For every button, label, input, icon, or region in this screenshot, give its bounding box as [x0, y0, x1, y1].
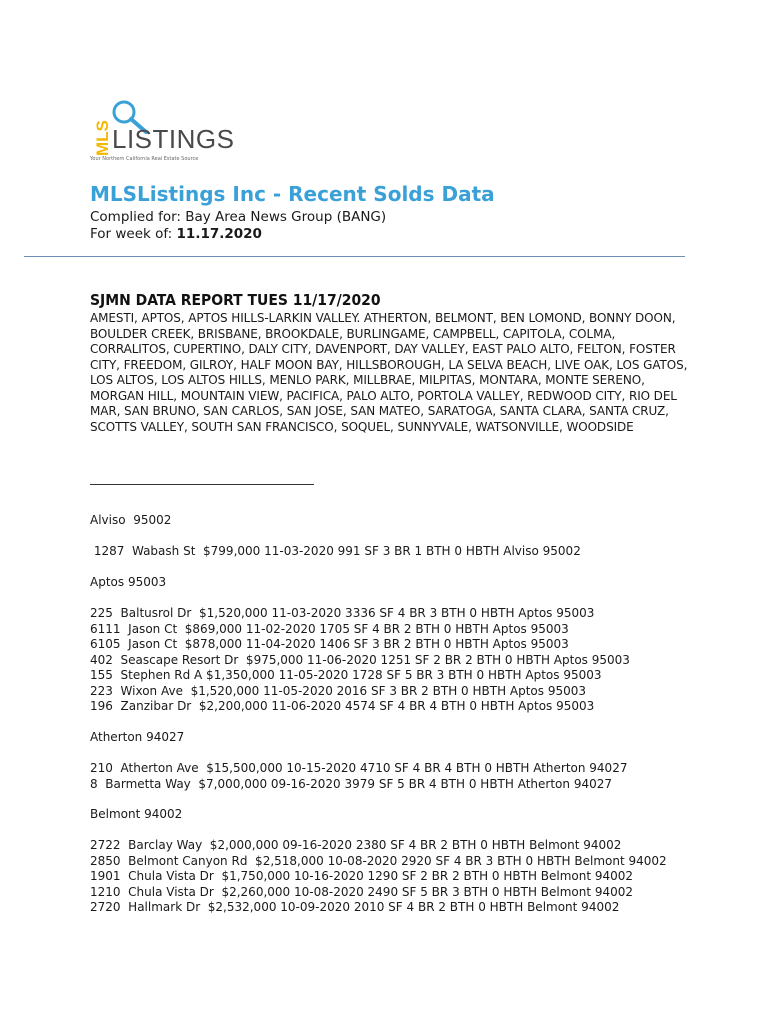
- sale-row: 2720 Hallmark Dr $2,532,000 10-09-2020 2010 SF 4 BR 2 BTH 0 HBTH Belmont 94002: [90, 900, 620, 914]
- sale-row: 225 Baltusrol Dr $1,520,000 11-03-2020 3336 SF 4 BR 3 BTH 0 HBTH Aptos 95003: [90, 606, 595, 620]
- sale-row: 196 Zanzibar Dr $2,200,000 11-06-2020 4574 SF 4 BR 4 BTH 0 HBTH Aptos 95003: [90, 699, 595, 713]
- sale-row: 210 Atherton Ave $15,500,000 10-15-2020 4710 SF 4 BR 4 BTH 0 HBTH Atherton 94027: [90, 761, 628, 775]
- sale-row: 2722 Barclay Way $2,000,000 09-16-2020 2380 SF 4 BR 2 BTH 0 HBTH Belmont 94002: [90, 838, 622, 852]
- week-value: 11.17.2020: [176, 226, 262, 242]
- sale-row: 402 Seascape Resort Dr $975,000 11-06-2020 1251 SF 2 BR 2 BTH 0 HBTH Aptos 95003: [90, 652, 630, 667]
- logo-vertical-text: MLS: [93, 120, 112, 156]
- section-separator: [90, 484, 314, 485]
- report-title: SJMN DATA REPORT TUES 11/17/2020: [90, 291, 381, 309]
- logo-tagline: Your Northern California Real Estate Source: [90, 156, 199, 162]
- sale-row: 6111 Jason Ct $869,000 11-02-2020 1705 SF 4 BR 2 BTH 0 HBTH Aptos 95003: [90, 621, 569, 636]
- sale-row: 2850 Belmont Canyon Rd $2,518,000 10-08-2020 2920 SF 4 BR 3 BTH 0 HBTH Belmont 94002: [90, 853, 667, 868]
- document-title: MLSListings Inc - Recent Solds Data: [90, 182, 495, 206]
- sale-row: 8 Barmetta Way $7,000,000 09-16-2020 3979 SF 5 BR 4 BTH 0 HBTH Atherton 94027: [90, 776, 612, 791]
- logo-brand-text: LISTINGS: [112, 124, 235, 154]
- section-heading-belmont: Belmont 94002: [90, 807, 183, 821]
- sale-row: 6105 Jason Ct $878,000 11-04-2020 1406 SF 3 BR 2 BTH 0 HBTH Aptos 95003: [90, 637, 569, 651]
- week-of: [90, 226, 262, 242]
- sale-row: 1287 Wabash St $799,000 11-03-2020 991 SF 3 BR 1 BTH 0 HBTH Alviso 95002: [90, 544, 581, 558]
- section-heading-aptos: Aptos 95003: [90, 575, 167, 589]
- mlslistings-logo: [90, 90, 235, 165]
- compiled-for: Complied for: Bay Area News Group (BANG): [90, 209, 387, 225]
- sale-row: 1901 Chula Vista Dr $1,750,000 10-16-2020 1290 SF 2 BR 2 BTH 0 HBTH Belmont 94002: [90, 869, 634, 883]
- header-divider: [24, 256, 685, 257]
- sale-row: 223 Wixon Ave $1,520,000 11-05-2020 2016 SF 3 BR 2 BTH 0 HBTH Aptos 95003: [90, 683, 587, 698]
- section-heading-atherton: Atherton 94027: [90, 730, 185, 744]
- sale-row: 155 Stephen Rd A $1,350,000 11-05-2020 1728 SF 5 BR 3 BTH 0 HBTH Aptos 95003: [90, 668, 602, 682]
- sale-row: 1210 Chula Vista Dr $2,260,000 10-08-2020 2490 SF 5 BR 3 BTH 0 HBTH Belmont 94002: [90, 884, 634, 899]
- week-label: For week of:: [90, 226, 177, 242]
- section-heading-alviso: Alviso 95002: [90, 513, 172, 527]
- report-areas: AMESTI, APTOS, APTOS HILLS-LARKIN VALLEY. ATHERTON, BELMONT, BEN LOMOND, BONNY DOON, BOULDER CREEK, BRISBANE, BROOKDALE, BURLINGAME, CAMPBELL, CAPITOLA, COLMA, CORRALITOS, CUPERTINO, DALY CITY, DAVENPORT, DAY VALLEY, EAST PALO ALTO, FELTON, FOSTER CITY, FREEDOM, GILROY, HALF MOON BAY, HILLSBOROUGH, LA SELVA BEACH, LIVE OAK, LOS GATOS, LOS ALTOS, LOS ALTOS HILLS, MENLO PARK, MILLBRAE, MILPITAS, MONTARA, MONTE SERENO, MORGAN HILL, MOUNTAIN VIEW, PACIFICA, PALO ALTO, PORTOLA VALLEY, REDWOOD CITY, RIO DEL MAR, SAN BRUNO, SAN CARLOS, SAN JOSE, SAN MATEO, SARATOGA, SANTA CLARA, SANTA CRUZ, SCOTTS VALLEY, SOUTH SAN FRANCISCO, SOQUEL, SUNNYVALE, WATSONVILLE, WOODSIDE: [90, 311, 688, 434]
